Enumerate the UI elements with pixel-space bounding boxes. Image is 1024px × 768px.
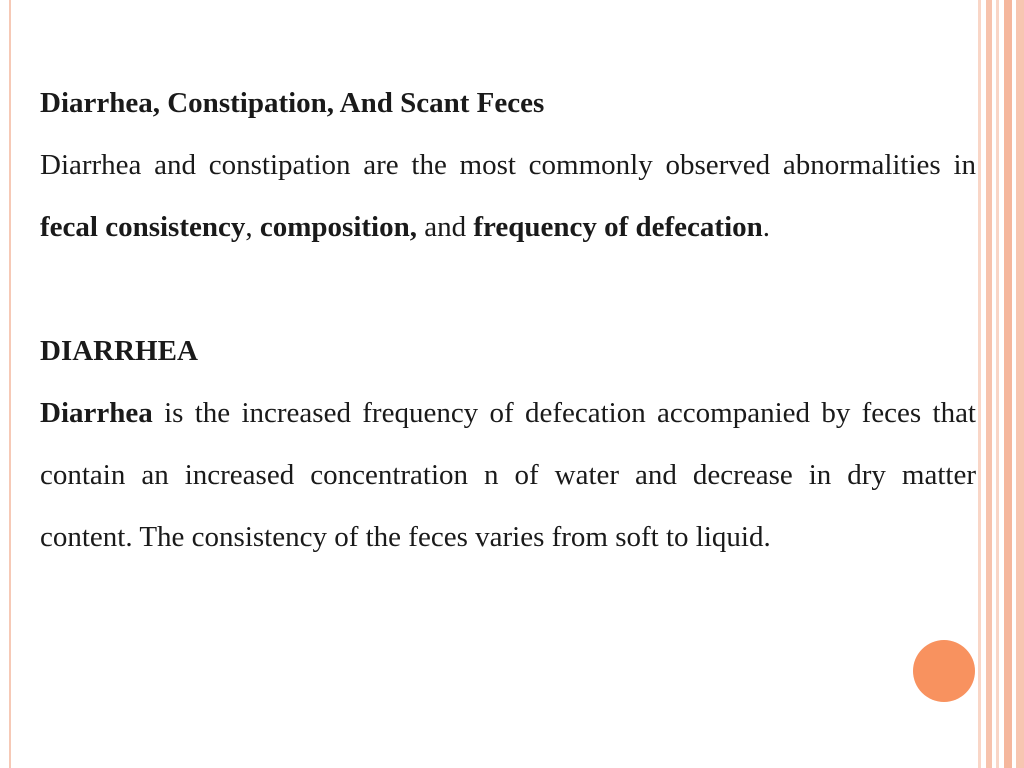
section-heading-diarrhea: DIARRHEA xyxy=(40,335,198,367)
stripe xyxy=(996,0,999,768)
intro-bold-frequency: frequency of defecation xyxy=(473,211,763,243)
left-border-line xyxy=(9,0,11,768)
right-decorative-stripes xyxy=(978,0,1024,768)
diarrhea-paragraph xyxy=(40,382,976,568)
intro-text-4: . xyxy=(762,211,770,243)
intro-paragraph xyxy=(40,134,976,258)
stripe xyxy=(1004,0,1012,768)
spacer xyxy=(40,258,976,320)
diarrhea-bold-term: Diarrhea xyxy=(40,397,153,429)
slide-title: Diarrhea, Constipation, And Scant Feces xyxy=(40,87,545,119)
intro-text-3: and xyxy=(416,211,474,243)
stripe xyxy=(986,0,992,768)
stripe xyxy=(1016,0,1024,768)
intro-text-1: Diarrhea and constipation are the most commonly observed abnormalities in xyxy=(40,149,976,181)
diarrhea-text: is the increased frequency of defecation accompanied by feces that contain an increased concentration n of water and decrease in dry matter content. The consistency of the feces varies from soft to liquid. xyxy=(40,397,976,553)
slide-content xyxy=(40,72,976,568)
intro-text-2: , xyxy=(245,211,260,243)
intro-bold-composition: composition, xyxy=(259,211,417,243)
intro-bold-fecal-consistency: fecal consistency xyxy=(40,211,246,243)
stripe xyxy=(978,0,981,768)
orange-circle-decoration xyxy=(913,640,975,702)
